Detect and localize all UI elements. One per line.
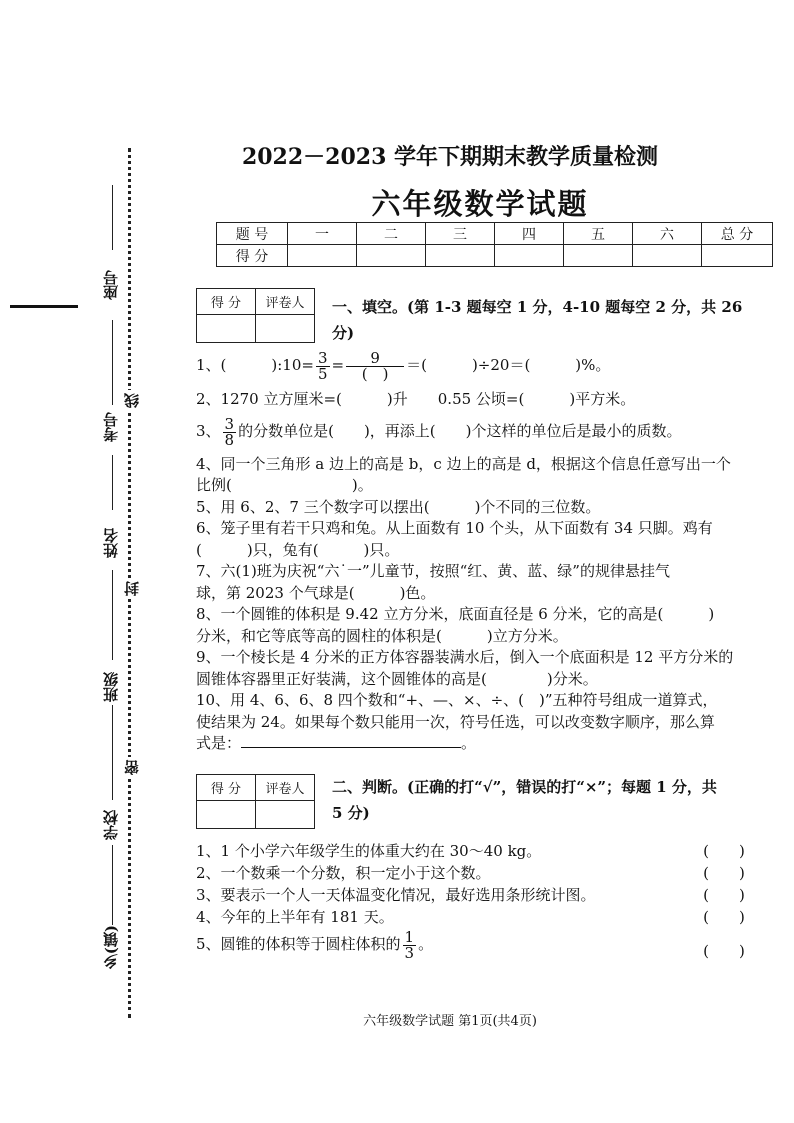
grader-score-cell[interactable] bbox=[197, 315, 256, 343]
score-input-cell[interactable] bbox=[633, 245, 702, 267]
section1-heading-line2: 分) bbox=[332, 324, 355, 342]
question-1-6-line2: ( )只，兔有( )只。 bbox=[196, 541, 400, 559]
fraction bbox=[316, 348, 330, 383]
score-table-score-row bbox=[217, 245, 773, 267]
margin-bar bbox=[10, 305, 78, 308]
question-2-3: 3、要表示一个人一天体温变化情况，最好选用条形统计图。 bbox=[196, 886, 596, 904]
grader-box-2 bbox=[196, 774, 315, 829]
name-line bbox=[112, 455, 113, 510]
question-1-9-line2: 圆锥体容器里正好装满，这个圆锥体的高是( )分米。 bbox=[196, 670, 598, 688]
fraction bbox=[403, 927, 417, 962]
table-cell: 四 bbox=[495, 223, 564, 245]
q-text: 1、( ):10= bbox=[196, 356, 314, 374]
table-cell: 得 分 bbox=[217, 245, 288, 267]
fraction-denominator: ( ) bbox=[361, 364, 389, 383]
seal-feng: 封 bbox=[121, 578, 142, 599]
q-text: ＝( )÷20＝( )%。 bbox=[406, 356, 611, 374]
town-label: 乡(镇) bbox=[102, 925, 120, 970]
judge-answer-1[interactable]: ( ) bbox=[703, 842, 745, 860]
class-label: 班级 bbox=[102, 672, 120, 702]
table-cell: 五 bbox=[564, 223, 633, 245]
grader-label: 评卷人 bbox=[256, 775, 315, 801]
question-1-4-line2: 比例( )。 bbox=[196, 476, 373, 494]
fraction-numerator: 3 bbox=[224, 414, 235, 433]
question-1-9-line1: 9、一个棱长是 4 分米的正方体容器装满水后，倒入一个底面积是 12 平方分米的 bbox=[196, 648, 734, 666]
class-line bbox=[112, 570, 113, 660]
judge-answer-5[interactable]: ( ) bbox=[703, 942, 745, 960]
school-line bbox=[112, 705, 113, 800]
fraction bbox=[346, 348, 404, 383]
question-1-8-line2: 分米，和它等底等高的圆柱的体积是( )立方分米。 bbox=[196, 627, 568, 645]
question-1-6-line1: 6、笼子里有若干只鸡和兔。从上面数有 10 个头，从下面数有 34 只脚。鸡有 bbox=[196, 519, 713, 537]
q-text: 3、 bbox=[196, 422, 221, 440]
question-2-2: 2、一个数乘一个分数，积一定小于这个数。 bbox=[196, 864, 491, 882]
question-1-10-line1: 10、用 4、6、6、8 四个数和“+、—、×、÷、( )”五种符号组成一道算式， bbox=[196, 691, 718, 709]
answer-blank[interactable] bbox=[241, 733, 461, 748]
exam-subtitle: 六年级数学试题 bbox=[371, 187, 589, 221]
question-2-4: 4、今年的上半年有 181 天。 bbox=[196, 908, 394, 926]
question-1-1 bbox=[196, 350, 776, 382]
table-cell: 三 bbox=[426, 223, 495, 245]
q-text: 式是： bbox=[196, 734, 242, 752]
question-1-2: 2、1270 立方厘米=( )升 0.55 公顷=( )平方米。 bbox=[196, 390, 636, 408]
table-cell: 一 bbox=[288, 223, 357, 245]
exam-no-line bbox=[112, 320, 113, 405]
name-label: 姓名 bbox=[102, 528, 120, 558]
question-2-1: 1、1 个小学六年级学生的体重大约在 30～40 kg。 bbox=[196, 842, 542, 860]
table-cell: 六 bbox=[633, 223, 702, 245]
section1-heading bbox=[332, 294, 772, 346]
q-text: 。 bbox=[461, 734, 477, 752]
score-table-header-row bbox=[217, 223, 773, 245]
question-1-7-line1: 7、六(1)班为庆祝“六˙一”儿童节，按照“红、黄、蓝、绿”的规律悬挂气 bbox=[196, 562, 670, 580]
score-input-cell[interactable] bbox=[288, 245, 357, 267]
fraction-numerator: 3 bbox=[317, 348, 328, 367]
grader-score-cell[interactable] bbox=[197, 801, 256, 829]
grader-score-label: 得 分 bbox=[197, 775, 256, 801]
question-1-4-line1: 4、同一个三角形 a 边上的高是 b，c 边上的高是 d，根据这个信息任意写出一个 bbox=[196, 455, 731, 473]
table-cell: 题 号 bbox=[217, 223, 288, 245]
grader-name-cell[interactable] bbox=[256, 315, 315, 343]
table-cell: 总 分 bbox=[702, 223, 773, 245]
question-1-7-line2: 球，第 2023 个气球是( )色。 bbox=[196, 584, 436, 602]
question-1-10-line2: 使结果为 24。如果每个数只能用一次，符号任选，可以改变数字顺序，那么算 bbox=[196, 713, 715, 731]
question-1-8-line1: 8、一个圆锥的体积是 9.42 立方分米，底面直径是 6 分米，它的高是( ) bbox=[196, 605, 715, 623]
q-text: 的分数单位是( )，再添上( )个这样的单位后是最小的质数。 bbox=[238, 422, 682, 440]
grader-box-1 bbox=[196, 288, 315, 343]
seat-label: 座号 bbox=[102, 270, 120, 300]
school-label: 学校 bbox=[102, 810, 120, 840]
score-input-cell[interactable] bbox=[357, 245, 426, 267]
judge-answer-4[interactable]: ( ) bbox=[703, 908, 745, 926]
q-text: 。 bbox=[418, 935, 434, 953]
seal-xian: 线 bbox=[121, 390, 142, 411]
section2-heading-line2: 5 分) bbox=[332, 804, 370, 822]
seat-line bbox=[112, 185, 113, 250]
fraction bbox=[223, 414, 237, 449]
q-text: = bbox=[331, 356, 345, 374]
judge-answer-2[interactable]: ( ) bbox=[703, 864, 745, 882]
fraction-denominator: 5 bbox=[317, 364, 328, 383]
judge-answer-3[interactable]: ( ) bbox=[703, 886, 745, 904]
score-input-cell[interactable] bbox=[702, 245, 773, 267]
section2-heading bbox=[332, 774, 772, 826]
grader-score-label: 得 分 bbox=[197, 289, 256, 315]
section2-heading-line1: 二、判断。(正确的打“√”，错误的打“×”；每题 1 分，共 bbox=[332, 778, 717, 796]
fraction-numerator: 9 bbox=[346, 351, 404, 367]
question-1-10-line3 bbox=[196, 732, 776, 754]
question-1-5: 5、用 6、2、7 三个数字可以摆出( )个不同的三位数。 bbox=[196, 498, 601, 516]
page-footer: 六年级数学试题 第1页(共4页) bbox=[363, 1014, 537, 1029]
score-table bbox=[216, 222, 773, 267]
fraction-denominator: 8 bbox=[224, 430, 235, 449]
grader-name-cell[interactable] bbox=[256, 801, 315, 829]
fraction-denominator: 3 bbox=[404, 943, 415, 962]
exam-no-label: 考号 bbox=[102, 412, 120, 442]
exam-title: 2022－2023 学年下期期末教学质量检测 bbox=[241, 144, 659, 170]
grader-label: 评卷人 bbox=[256, 289, 315, 315]
score-input-cell[interactable] bbox=[564, 245, 633, 267]
score-input-cell[interactable] bbox=[426, 245, 495, 267]
q-text: 5、圆锥的体积等于圆柱体积的 bbox=[196, 935, 401, 953]
question-2-5 bbox=[196, 928, 776, 961]
seal-mi: 密 bbox=[121, 757, 142, 778]
table-cell: 二 bbox=[357, 223, 426, 245]
section1-heading-line1: 一、填空。(第 1-3 题每空 1 分，4-10 题每空 2 分，共 26 bbox=[332, 298, 743, 316]
town-line bbox=[112, 845, 113, 925]
score-input-cell[interactable] bbox=[495, 245, 564, 267]
fraction-numerator: 1 bbox=[404, 927, 415, 946]
question-1-3 bbox=[196, 416, 776, 448]
